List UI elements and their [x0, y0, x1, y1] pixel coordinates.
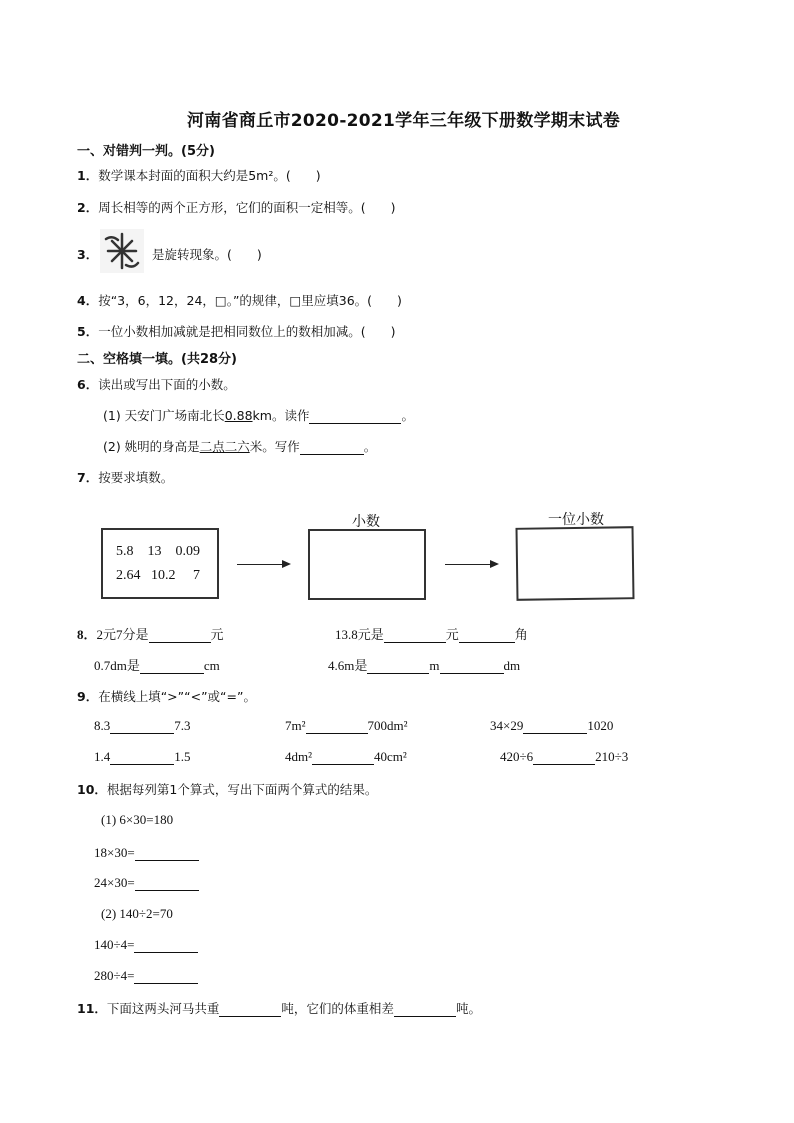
part-text: 吨。	[455, 1001, 481, 1016]
question-3	[77, 245, 98, 263]
question-number: 3．	[77, 247, 99, 262]
left-value: 8.3	[94, 718, 111, 733]
example-2: (2) 140÷2=70	[101, 906, 173, 921]
section-1-heading: 一、对错判一判。(5分)	[77, 144, 215, 159]
part-text: 。	[363, 439, 377, 454]
underlined-value: 二点二六	[199, 439, 250, 454]
question-8-row-1	[77, 624, 224, 643]
arrow-right-icon	[445, 564, 497, 565]
numbers-row-2	[116, 568, 200, 584]
question-4	[77, 291, 402, 309]
box-label-decimals: 小数	[352, 515, 380, 530]
expression-text: 140÷4=	[94, 937, 135, 952]
page-title: 河南省商丘市2020-2021学年三年级下册数学期末试卷	[187, 111, 621, 131]
part-text: 米。写作	[249, 439, 300, 454]
part-text: dm	[503, 658, 521, 673]
part-text: (2) 姚明的身高是	[103, 439, 200, 454]
question-text: 在横线上填“>”“<”或“=”。	[98, 689, 256, 704]
question-6-part-1	[103, 406, 414, 424]
answer-blank[interactable]	[219, 1002, 281, 1017]
answer-blank[interactable]	[300, 440, 364, 455]
left-value: 34×29	[490, 718, 524, 733]
left-value: 7m²	[285, 718, 306, 733]
question-number: 10．	[77, 782, 107, 797]
answer-blank[interactable]	[134, 938, 198, 953]
section-2-heading: 二、空格填一填。(共28分)	[77, 352, 237, 367]
part-text: 0.7dm是	[94, 658, 140, 673]
question-9	[77, 687, 256, 705]
question-6	[77, 375, 236, 393]
answer-blank[interactable]	[110, 750, 174, 765]
number: 7	[193, 568, 200, 583]
question-text: 周长相等的两个正方形，它们的面积一定相等。( )	[98, 200, 396, 215]
question-3-text: 是旋转现象。( )	[152, 247, 262, 262]
right-value: 700dm²	[367, 718, 408, 733]
question-text: 读出或写出下面的小数。	[98, 377, 236, 392]
compare-6	[500, 749, 628, 765]
left-value: 4dm²	[285, 749, 313, 764]
question-text: 数学课本封面的面积大约是5m²。( )	[98, 168, 321, 183]
numbers-row-1	[116, 544, 200, 560]
underlined-value: 0.88	[224, 408, 253, 423]
right-value: 1.5	[174, 749, 191, 764]
answer-blank[interactable]	[533, 750, 595, 765]
part-text: 吨，它们的体重相差	[281, 1001, 394, 1016]
question-8-row-2	[94, 655, 220, 674]
part-text: 4.6m是	[328, 658, 368, 673]
question-8-row-2b	[328, 655, 520, 674]
right-value: 210÷3	[595, 749, 629, 764]
part-text: (1) 天安门广场南北长	[103, 408, 225, 423]
numbers-box	[101, 528, 219, 599]
left-value: 1.4	[94, 749, 111, 764]
expression-3	[94, 937, 198, 953]
question-10	[77, 780, 377, 798]
question-8-row-1b	[335, 624, 528, 643]
number: 5.8	[116, 544, 134, 559]
compare-2	[285, 718, 408, 734]
number: 13	[147, 544, 162, 559]
number: 0.09	[175, 544, 200, 559]
arrow-right-icon	[237, 564, 289, 565]
question-text: 根据每列第1个算式，写出下面两个算式的结果。	[106, 782, 378, 797]
answer-blank[interactable]	[523, 719, 587, 734]
question-number: 5．	[77, 324, 99, 339]
question-5	[77, 322, 395, 340]
answer-blank[interactable]	[140, 659, 204, 674]
answer-blank[interactable]	[440, 659, 504, 674]
one-decimal-box[interactable]	[515, 526, 634, 601]
question-number: 4．	[77, 293, 99, 308]
expression-text: 280÷4=	[94, 968, 135, 983]
part-text: 元	[445, 627, 459, 642]
part-text: 。	[401, 408, 414, 423]
right-value: 7.3	[174, 718, 191, 733]
expression-text: 24×30=	[94, 875, 135, 890]
compare-5	[285, 749, 407, 765]
answer-blank[interactable]	[312, 750, 374, 765]
question-text: 按要求填数。	[98, 470, 174, 485]
answer-blank[interactable]	[306, 719, 368, 734]
answer-blank[interactable]	[309, 409, 401, 424]
answer-blank[interactable]	[135, 846, 199, 861]
expression-2	[94, 875, 199, 891]
question-number: 8．	[77, 627, 97, 642]
part-text: 角	[514, 627, 528, 642]
question-number: 9．	[77, 689, 99, 704]
answer-blank[interactable]	[367, 659, 429, 674]
question-2	[77, 198, 395, 216]
question-number: 2．	[77, 200, 99, 215]
box-label-one-decimal: 一位小数	[548, 513, 604, 528]
decimals-box[interactable]	[308, 529, 426, 600]
part-text: 2元7分是	[96, 627, 149, 642]
question-7	[77, 468, 173, 486]
question-number: 1．	[77, 168, 99, 183]
number: 2.64	[116, 568, 141, 583]
compare-1	[94, 718, 191, 734]
question-number: 7．	[77, 470, 99, 485]
answer-blank[interactable]	[110, 719, 174, 734]
answer-blank[interactable]	[459, 628, 515, 643]
part-text: 13.8元是	[335, 627, 384, 642]
left-value: 420÷6	[500, 749, 534, 764]
question-11	[77, 999, 481, 1017]
part-text: 下面这两头河马共重	[106, 1001, 220, 1016]
question-number: 11．	[77, 1001, 107, 1016]
answer-blank[interactable]	[149, 628, 211, 643]
expression-1	[94, 845, 199, 861]
right-value: 1020	[587, 718, 614, 733]
expression-4	[94, 968, 198, 984]
part-text: cm	[203, 658, 220, 673]
example-1: (1) 6×30=180	[101, 812, 174, 827]
compare-4	[94, 749, 191, 765]
question-text: 按“3，6，12，24，□。”的规律，□里应填36。( )	[98, 293, 402, 308]
answer-blank[interactable]	[134, 969, 198, 984]
question-1	[77, 166, 321, 184]
answer-blank[interactable]	[384, 628, 446, 643]
rotation-figure-image	[100, 229, 144, 273]
part-text: 元	[210, 627, 224, 642]
right-value: 40cm²	[374, 749, 407, 764]
part-text: m	[429, 658, 440, 673]
answer-blank[interactable]	[394, 1002, 456, 1017]
expression-text: 18×30=	[94, 845, 135, 860]
answer-blank[interactable]	[135, 876, 199, 891]
question-number: 6．	[77, 377, 99, 392]
question-6-part-2	[103, 437, 376, 455]
compare-3	[490, 718, 613, 734]
part-text: km。读作	[252, 408, 310, 423]
question-text: 一位小数相加减就是把相同数位上的数相加减。( )	[98, 324, 396, 339]
number: 10.2	[151, 568, 176, 583]
